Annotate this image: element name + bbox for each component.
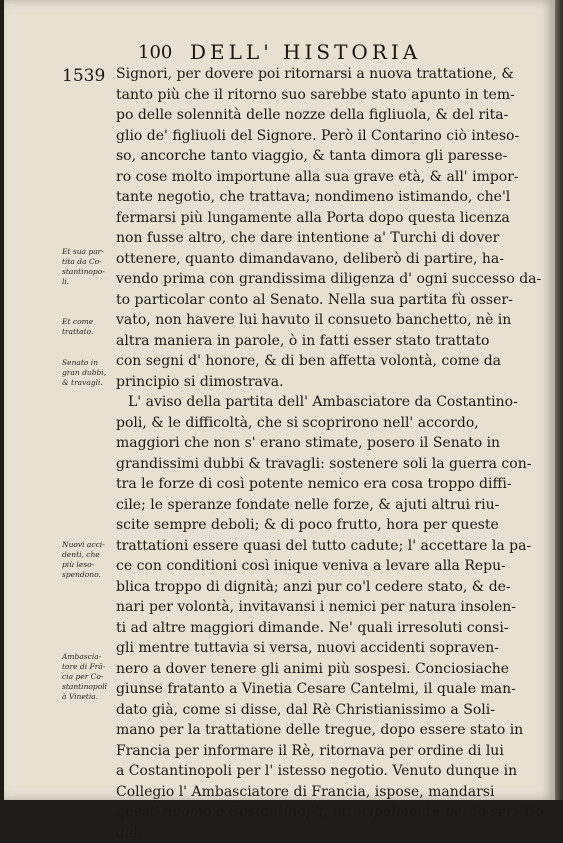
margin-note-line: trattato.	[62, 327, 112, 337]
margin-note-line: li.	[62, 277, 112, 287]
text-line: dato già, come si disse, dal Rè Christianissimo a Soli-	[116, 700, 536, 721]
text-line: ce con conditioni così inique veniva a levare alla Repu-	[116, 556, 536, 577]
margin-note-departure	[62, 247, 112, 287]
text-line: fermarsi più lungamente alla Porta dopo questa licenza	[116, 208, 536, 229]
text-line: mano per la trattatione delle tregue, dopo essere stato in	[116, 720, 536, 741]
text-line: ro cose molto importune alla sua grave età, & all' impor-	[116, 167, 536, 188]
paragraph-start-line: L' aviso della partita dell' Ambasciatore da Costantino-	[116, 392, 536, 413]
text-line: tra le forze di così potente nemico era cosa troppo diffi-	[116, 474, 536, 495]
margin-note-line: stantinopoli	[62, 682, 112, 692]
text-line: cile; le speranze fondate nelle forze, & ajuti altrui riu-	[116, 495, 536, 516]
text-line: to particolar conto al Senato. Nella sua partita fù osser-	[116, 290, 536, 311]
text-line: ottenere, quanto dimandavano, deliberò di partire, ha-	[116, 249, 536, 270]
margin-note-line: denti, che	[62, 550, 112, 560]
body-text	[116, 64, 536, 843]
margin-note-line: gran dubbi,	[62, 368, 112, 378]
text-line: ti ad altre maggiori dimande. Ne' quali irresoluti consi-	[116, 618, 536, 639]
text-line: non fusse altro, che dare intentione a' Turchi di dover	[116, 228, 536, 249]
text-line: po delle solennità delle nozze della figliuola, & del rita-	[116, 105, 536, 126]
margin-note-treatment	[62, 317, 112, 337]
margin-note-line: Et sua par-	[62, 247, 112, 257]
margin-note-line: Nuovi acci-	[62, 540, 112, 550]
text-line: blica troppo di dignità; anzi pur co'l cedere stato, & de-	[116, 577, 536, 598]
margin-note-line: tita da Co-	[62, 257, 112, 267]
margin-note-line: à Vinetia.	[62, 692, 112, 702]
running-head: DELL' HISTORIA	[190, 40, 421, 64]
margin-note-line: Senato in	[62, 358, 112, 368]
margin-note-line: tore di Frā-	[62, 662, 112, 672]
text-line: so, ancorche tanto viaggio, & tanta dimora gli paresse-	[116, 146, 536, 167]
text-line: maggiori che non s' erano stimate, posero il Senato in	[116, 433, 536, 454]
margin-note-line: cia per Co-	[62, 672, 112, 682]
margin-note-line: più leso-	[62, 560, 112, 570]
book-page	[4, 0, 555, 800]
page-number: 100	[138, 42, 172, 63]
margin-note-line: stantinopo-	[62, 267, 112, 277]
text-line: giunse fratanto a Vinetia Cesare Cantelmi, il quale man-	[116, 679, 536, 700]
book-spine-shadow	[555, 0, 563, 800]
text-line: principio si dimostrava.	[116, 372, 536, 393]
text-line: a Costantinopoli per l' istesso negotio. Venuto dunque in	[116, 761, 536, 782]
text-line: nari per volontà, invitavansi i nemici per natura insolen-	[116, 597, 536, 618]
text-line: trattationi essere quasi del tutto cadute; l' accettare la pa-	[116, 536, 536, 557]
margin-note-ambassador	[62, 652, 112, 702]
text-line: scite sempre deboli; & di poco frutto, hora per queste	[116, 515, 536, 536]
text-line: gli mentre tuttavia si versa, nuovi accidenti sopraven-	[116, 638, 536, 659]
text-line: poli, & le difficoltà, che si scoprirono nell' accordo,	[116, 413, 536, 434]
margin-note-senate	[62, 358, 112, 388]
year-marker: 1539	[62, 66, 105, 86]
text-line: Signori, per dovere poi ritornarsi a nuova trattatione, &	[116, 64, 536, 85]
text-line: tante negotio, che trattava; nondimeno istimando, che'l	[116, 187, 536, 208]
text-line: glio de' figliuoli del Signore. Però il Contarino ciò inteso-	[116, 126, 536, 147]
text-line: nero a dover tenere gli animi più sospesi. Conciosiache	[116, 659, 536, 680]
text-line: tanto più che il ritorno suo sarebbe stato apunto in tem-	[116, 85, 536, 106]
text-line: del-	[116, 823, 536, 843]
text-line: vendo prima con grandissima diligenza d' ogni successo da-	[116, 269, 536, 290]
margin-note-line: spendono.	[62, 570, 112, 580]
text-line: Collegio l' Ambasciatore di Francia, ispose, mandarsi	[116, 782, 536, 803]
text-line: vato, non havere lui havuto il consueto banchetto, nè in	[116, 310, 536, 331]
text-line: quest' huomo a Costantinopli, principalmente per lo servitio	[116, 802, 536, 823]
text-line: altra maniera in parole, ò in fatti esser stato trattato	[116, 331, 536, 352]
text-line: con segni d' honore, & di ben affetta volontà, come da	[116, 351, 536, 372]
text-line: Francia per informare il Rè, ritornava per ordine di lui	[116, 741, 536, 762]
margin-note-new-events	[62, 540, 112, 580]
text-line: grandissimi dubbi & travagli: sostenere soli la guerra con-	[116, 454, 536, 475]
margin-note-line: & travagli.	[62, 378, 112, 388]
margin-note-line: Et come	[62, 317, 112, 327]
margin-note-line: Ambascia-	[62, 652, 112, 662]
